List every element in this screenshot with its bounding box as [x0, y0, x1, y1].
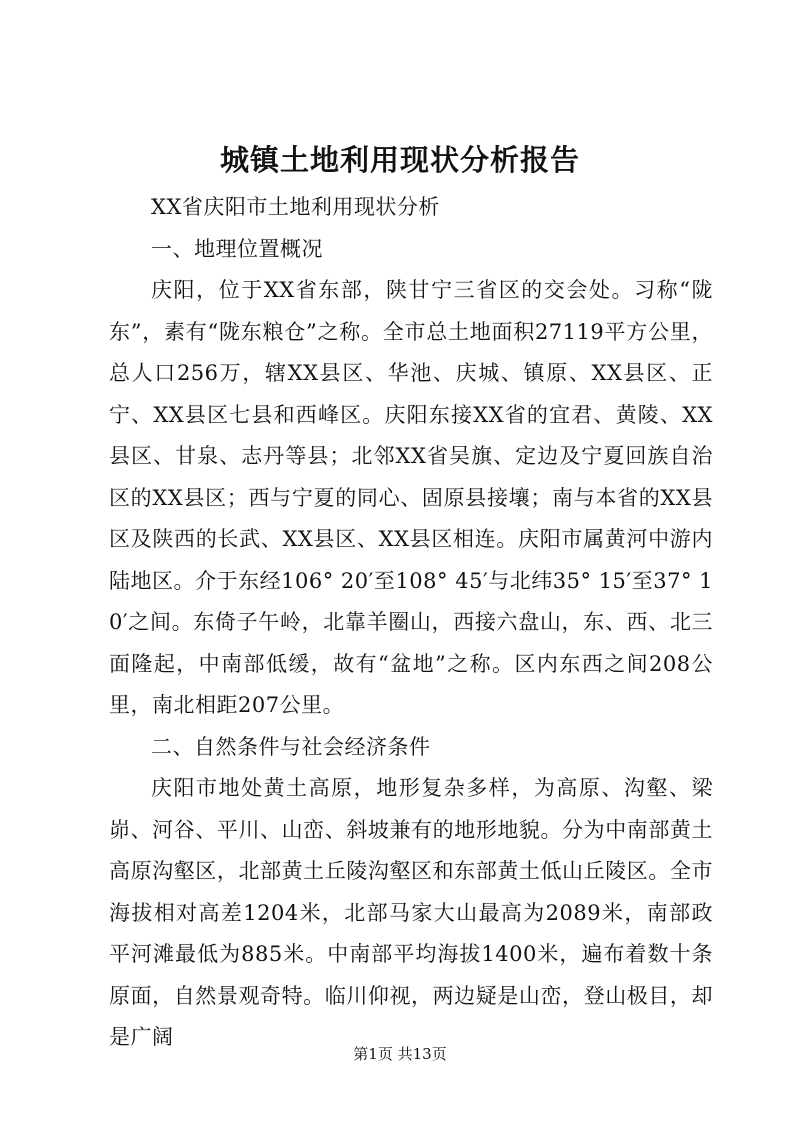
document-body: [109, 187, 713, 1059]
page-number-footer: 第1页 共13页: [353, 1045, 447, 1063]
section-heading-conditions: 二、自然条件与社会经济条件: [151, 734, 431, 759]
body-paragraph-conditions: 庆阳市地处黄土高原，地形复杂多样，为高原、沟壑、梁峁、河谷、平川、山峦、斜坡兼有的地形地貌。分为中南部黄土高原沟壑区，北部黄土丘陵沟壑区和东部黄土低山丘陵区。全市海拔相对高差1204米，北部马家大山最高为2089米，南部政平河滩最低为885米。中南部平均海拔1400米，遍布着数十条原面，自然景观奇特。临川仰视，两边疑是山峦，登山极目，却是广阔: [109, 776, 713, 1049]
section-heading-geography: 一、地理位置概况: [151, 236, 323, 261]
document-title: 城镇土地利用现状分析报告: [219, 143, 580, 177]
body-paragraph-geography: 庆阳，位于XX省东部，陕甘宁三省区的交会处。习称“陇东”，素有“陇东粮仓”之称。全市总土地面积27119平方公里，总人口256万，辖XX县区、华池、庆城、镇原、XX县区、正宁、XX县区七县和西峰区。庆阳东接XX省的宜君、黄陵、XX县区、甘泉、志丹等县；北邻XX省吴旗、定边及宁夏回族自治区的XX县区；西与宁夏的同心、固原县接壤；南与本省的XX县区及陕西的长武、XX县区、XX县区相连。庆阳市属黄河中游内陆地区。介于东经106° 20′至108° 45′与北纬35° 15′至37° 10′之间。东倚子午岭，北靠羊圈山，西接六盘山，东、西、北三面隆起，中南部低缓，故有“盆地”之称。区内东西之间208公里，南北相距207公里。: [109, 278, 713, 717]
subtitle-paragraph: XX省庆阳市土地利用现状分析: [151, 195, 440, 219]
